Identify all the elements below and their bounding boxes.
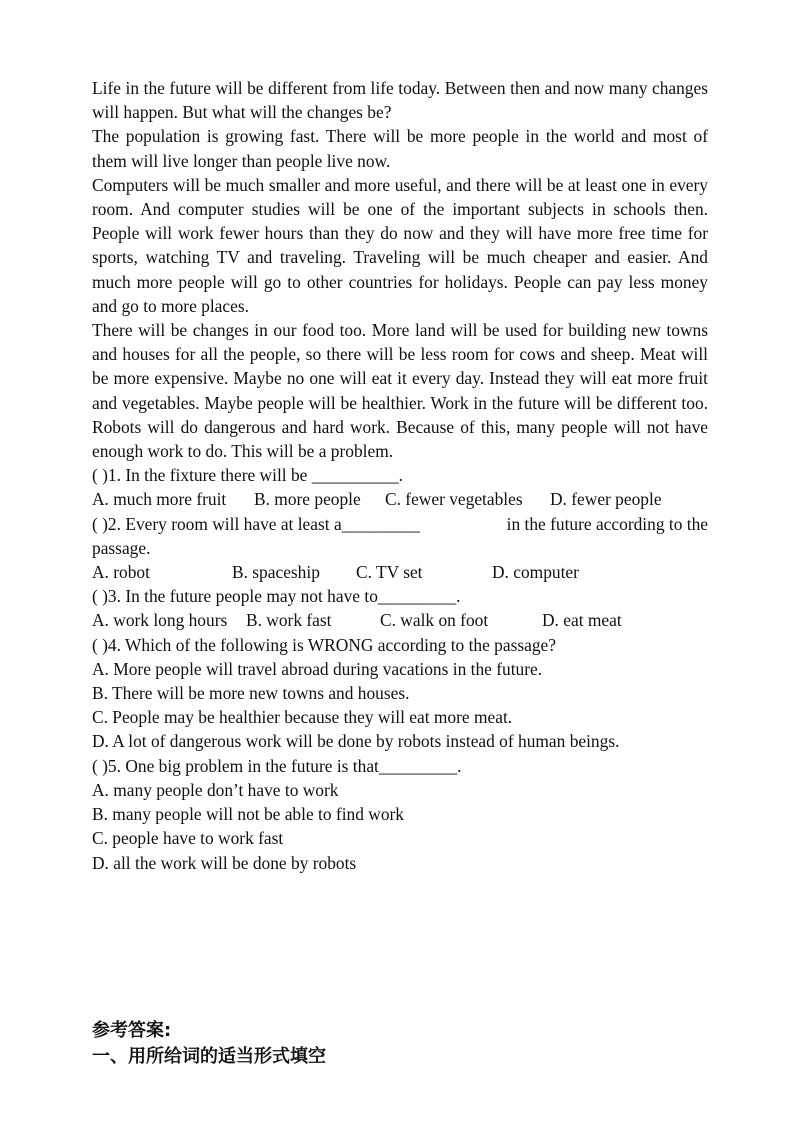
question-5: ( )5. One big problem in the future is that_________. [92, 755, 462, 776]
q1-option-a: A. much more fruit [92, 489, 227, 510]
question-2-continuation: passage. [92, 537, 151, 558]
q3-option-a: A. work long hours [92, 610, 228, 631]
question-1-options [92, 487, 708, 511]
q3-option-d: D. eat meat [542, 610, 622, 631]
q1-option-b: B. more people [254, 489, 361, 510]
q5-option-c: C. people have to work fast [92, 828, 284, 849]
passage-paragraph-3: Computers will be much smaller and more useful, and there will be at least one in every room. And computer studies will be one of the important subjects in schools then. People will work fewer hours than they do now and they will have more free time for sports, watching TV and traveling. Traveling will be much cheaper and easier. And much more people will go to other countries for holidays. People can pay less money and go to more places. [92, 174, 708, 316]
question-2 [92, 512, 708, 536]
q2-option-a: A. robot [92, 562, 150, 583]
q4-option-a: A. More people will travel abroad during vacations in the future. [92, 658, 543, 679]
passage-paragraph-4: There will be changes in our food too. More land will be used for building new towns and houses for all the people, so there will be less room for cows and sheep. Meat will be more expensive. Maybe no one will eat it every day. Instead they will eat more fruit and vegetables. Maybe people will be healthier. Work in the future will be different too. Robots will do dangerous and hard work. Because of this, many people will not have enough work to do. This will be a problem. [92, 320, 708, 462]
q4-option-b: B. There will be more new towns and houses. [92, 683, 410, 704]
q4-option-d: D. A lot of dangerous work will be done by robots instead of human beings. [92, 731, 620, 752]
q5-option-b: B. many people will not be able to find work [92, 804, 405, 825]
q5-option-d: D. all the work will be done by robots [92, 852, 357, 873]
answer-key-heading: 参考答案: [92, 1020, 172, 1041]
passage-paragraph-1: Life in the future will be different from life today. Between then and now many changes will happen. But what will the changes be? [92, 78, 708, 123]
passage-paragraph-2: The population is growing fast. There will be more people in the world and most of them will live longer than people live now. [92, 126, 708, 171]
q5-option-a: A. many people don’t have to work [92, 779, 339, 800]
document-body [92, 76, 708, 875]
q2-option-d: D. computer [492, 562, 579, 583]
question-1: ( )1. In the fixture there will be __________. [92, 465, 404, 486]
q3-option-b: B. work fast [246, 610, 332, 631]
question-2-options [92, 560, 708, 584]
q2-option-b: B. spaceship [232, 562, 320, 583]
answer-key-section [92, 1018, 326, 1070]
q3-option-c: C. walk on foot [380, 610, 489, 631]
answer-section-title: 一、用所给词的适当形式填空 [92, 1046, 326, 1067]
question-2-text-b: in the future according to the [506, 513, 708, 534]
q4-option-c: C. People may be healthier because they will eat more meat. [92, 707, 513, 728]
q2-option-c: C. TV set [356, 562, 423, 583]
question-3-options [92, 608, 708, 632]
q1-option-d: D. fewer people [550, 489, 662, 510]
q1-option-c: C. fewer vegetables [385, 489, 523, 510]
question-2-text-a: ( )2. Every room will have at least a_________ [92, 513, 420, 534]
question-4: ( )4. Which of the following is WRONG according to the passage? [92, 634, 556, 655]
question-3: ( )3. In the future people may not have to_________. [92, 586, 461, 607]
